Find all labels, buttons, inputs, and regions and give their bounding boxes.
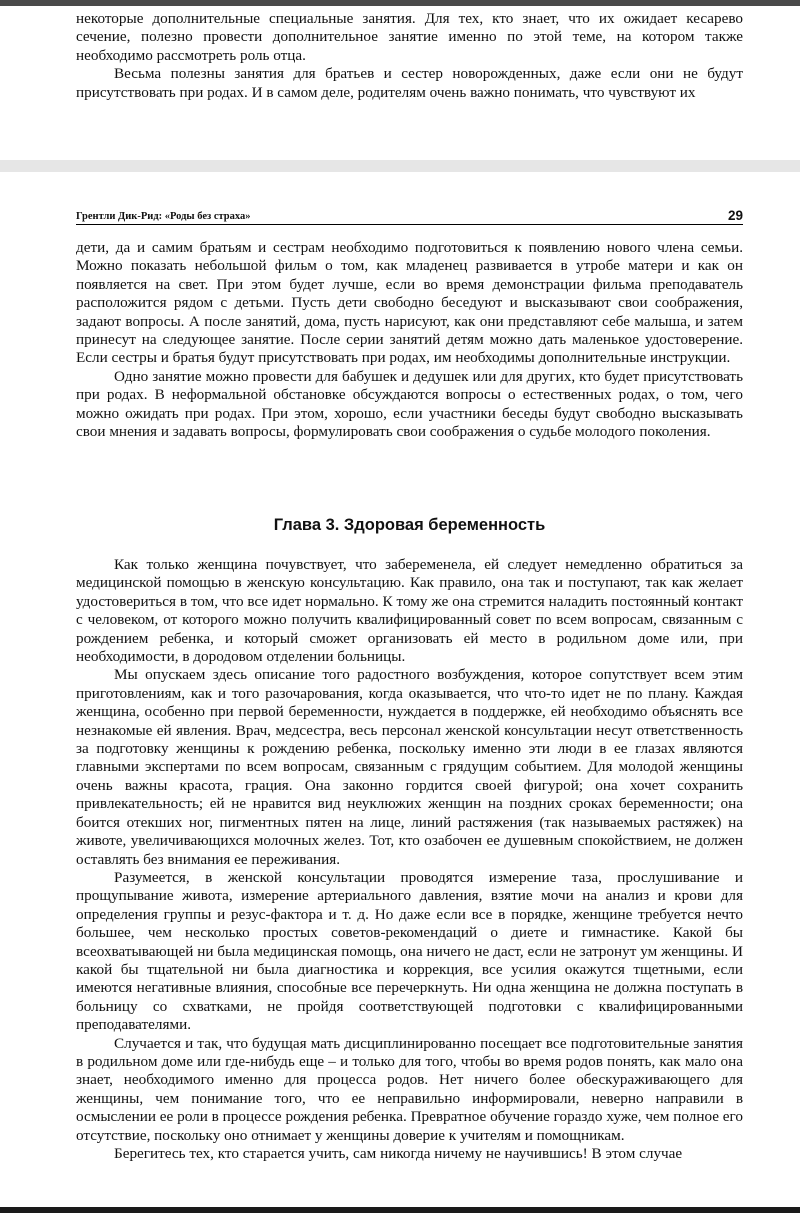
paragraph: Как только женщина почувствует, что забеременела, ей следует немедленно обратиться за медицинской помощью в женскую консультацию. Как правило, она так и поступают, так как желает удостовериться в том, что все идет нормально. К тому же она стремится наладить постоянный контакт с человеком, от которого можно получить квалифицированный совет по всем вопросам, связанным с рождением ребенка, и который сможет организовать ей место в родильном доме или, при необходимости, в дородовом отделении больницы. [76, 556, 743, 666]
running-head-title: Грентли Дик-Рид: «Роды без страха» [76, 211, 251, 222]
paragraph: Одно занятие можно провести для бабушек и дедушек или для других, кто будет присутствовать при родах. В неформальной обстановке обсуждаются вопросы о естественных родах, о том, чего можно ожидать при родах. При этом, хорошо, если участники беседы будут свободно высказывать свои мнения и задавать вопросы, формулировать свои соображения о судьбе молодого поколения. [76, 367, 743, 441]
previous-page-text [76, 10, 743, 102]
paragraph: Случается и так, что будущая мать дисциплинированно посещает все подготовительные занятия в родильном доме или где-нибудь еще – и только для того, чтобы во время родов понять, как мало она знает, необходимого именно для процесса родов. Нет ничего более обескураживающего для женщины, чем понимание того, что ее неправильно информировали, неверно направили в осмыслении ее роли в процессе рождения ребенка. Превратное обучение гораздо хуже, чем полное его отсутствие, поскольку оно отнимает у женщины доверие к учителям и помощникам. [76, 1034, 743, 1144]
paragraph: Разумеется, в женской консультации проводятся измерение таза, прослушивание и прощупывание живота, измерение артериального давления, взятие мочи на анализ и крови для определения группы и резус-фактора и т. д. Но даже если все в порядке, женщине требуется нечто большее, чем несколько простых советов-рекомендаций о диете и гимнастике. Какой бы всеохватывающей ни была медицинская помощь, она ничего не даст, если не затронут ум женщины. И какой бы тщательной ни была диагностика и коррекция, все усилия окажутся тщетными, если имеются негативные влияния, способные все перечеркнуть. Ни одна женщина не должна поступать в больницу со схватками, не пройдя соответствующей подготовки с квалифицированными преподавателями. [76, 868, 743, 1034]
chapter-heading: Глава 3. Здоровая беременность [273, 516, 546, 534]
paragraph: Весьма полезны занятия для братьев и сестер новорожденных, даже если они не будут присутствовать при родах. И в самом деле, родителям очень важно понимать, что чувствуют их [76, 65, 743, 101]
page-number: 29 [727, 208, 743, 223]
previous-page [0, 6, 800, 160]
paragraph: Берегитесь тех, кто старается учить, сам никогда ничему не научившись! В этом случае [114, 1145, 683, 1162]
running-header [76, 206, 743, 225]
viewer-bottom-edge [0, 1207, 800, 1213]
chapter-body [76, 556, 743, 1163]
paragraph: некоторые дополнительные специальные занятия. Для тех, кто знает, что их ожидает кесарево сечение, полезно провести дополнительное занятие именно по этой теме, на котором также необходимо рассмотреть роль отца. [76, 10, 743, 64]
current-page [0, 172, 800, 1213]
paragraph: Мы опускаем здесь описание того радостного возбуждения, которое сопутствует всем этим приготовлениям, как и того разочарования, когда оказывается, что что-то идет не по плану. Каждая женщина, особенно при первой беременности, нуждается в поддержке, ей необходимо объяснять все незнакомые ей явления. Врач, медсестра, весь персонал женской консультации несут ответственность за подготовку женщины к рождению ребенка, поскольку именно эти люди в ее глазах являются главными экспертами по всем вопросам, связанным с грядущим событием. Для молодой женщины очень важны красота, грация. Она законно гордится своей фигурой; она хочет сохранить привлекательность; ей не нравится вид неуклюжих женщин на поздних сроках беременности; она боится отекших ног, пигментных пятен на лице, линий растяжения (так называемых растяжек) на животе, увеличивающихся молочных желез. Тот, кто озабочен ее душевным спокойствием, не должен оставлять без внимания ее переживания. [76, 666, 743, 868]
page-gap [0, 160, 800, 172]
intro-text [76, 239, 743, 441]
paragraph: дети, да и самим братьям и сестрам необходимо подготовиться к появлению нового члена семьи. Можно показать небольшой фильм о том, как младенец развивается в утробе матери и как он появляется на свет. При этом будет лучше, если во время демонстрации фильма преподаватель расположится рядом с детьми. Пусть дети свободно беседуют и высказывают свои соображения, задают вопросы. А после занятий, дома, пусть нарисуют, как они представляют себе малыша, и затем принесут на следующее занятие. После серии занятий детям можно дать маленькое удостоверение. Если сестры и братья будут присутствовать при родах, им необходимы дополнительные инструкции. [76, 239, 743, 367]
